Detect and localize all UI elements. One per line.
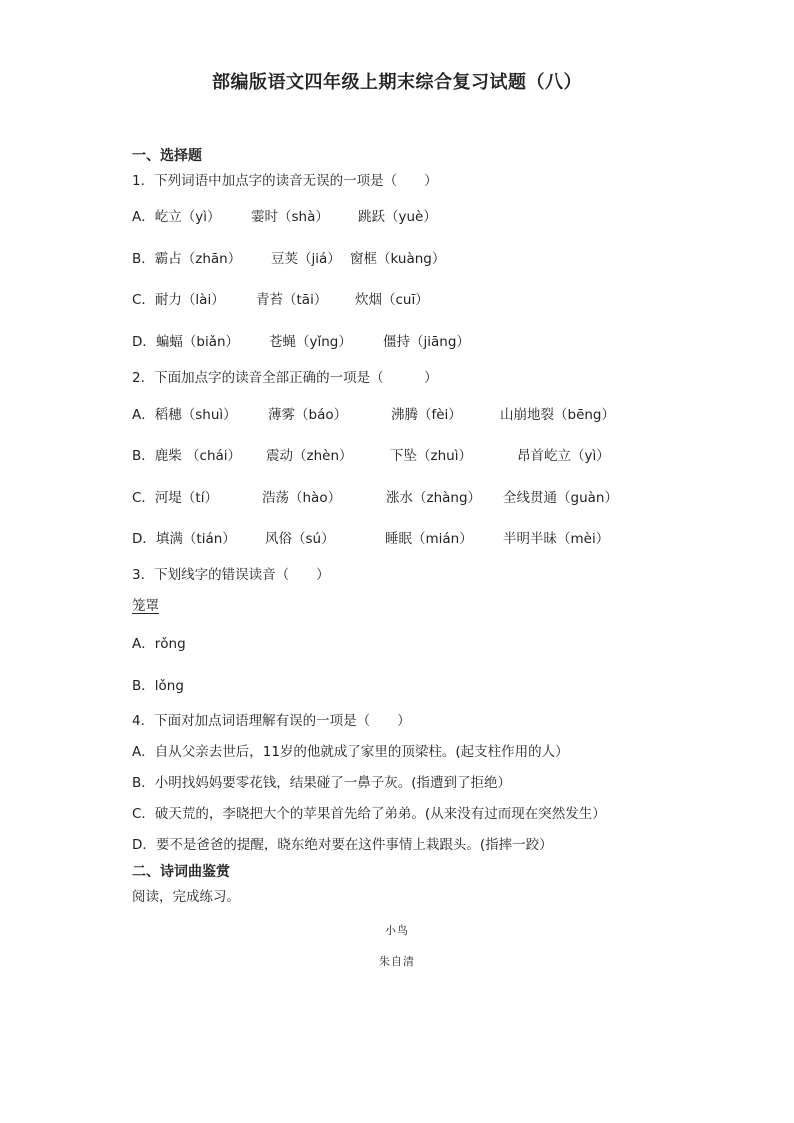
q2-option-d-2: 风俗（sú） [265,531,335,547]
q1-stem: 1．下列词语中加点字的读音无误的一项是（ ） [132,173,438,189]
q2-option-a-2: 薄雾（báo） [268,407,348,423]
q1-option-c-1: C．耐力（lài） [132,292,225,308]
poem-author: 朱自清 [379,955,415,968]
q4-stem: 4．下面对加点词语理解有误的一项是（ ） [132,713,411,729]
q2-option-d-4: 半明半昧（mèi） [503,531,610,547]
q3-option-b: B．lǒng [132,678,184,694]
q2-option-c-2: 浩荡（hào） [262,490,342,506]
q1-option-a-2: 霎时（shà） [251,209,329,225]
q1-option-c-2: 青苔（tāi） [256,292,328,308]
q4-option-c: C．破天荒的，李晓把大个的苹果首先给了弟弟。(从来没有过而现在突然发生） [132,806,606,822]
q2-option-c-3: 涨水（zhàng） [386,490,482,506]
q1-option-d-1: D．蝙蝠（biǎn） [132,334,240,350]
q2-option-b-1: B．鹿柴 （chái） [132,448,242,464]
q3-stem: 3．下划线字的错误读音（ ） [132,567,330,583]
section-heading-choice: 一、选择题 [132,148,202,164]
q2-option-b-3: 下坠（zhuì） [390,448,472,464]
q2-option-c-4: 全线贯通（guàn） [503,490,618,506]
q3-word: 笼罩 [132,598,159,614]
q2-option-a-1: A．稻穗（shuì） [132,407,237,423]
section-heading-poetry: 二、诗词曲鉴赏 [132,864,230,880]
page-title: 部编版语文四年级上期末综合复习试题（八） [212,72,582,93]
poem-title: 小鸟 [385,924,409,937]
q1-option-d-2: 苍蝇（yǐng） [269,334,352,350]
q2-option-a-4: 山崩地裂（bēng） [500,407,616,423]
q2-option-c-1: C．河堤（tí） [132,490,218,506]
q1-option-b-3: 窗框（kuàng） [350,251,446,267]
q2-stem: 2．下面加点字的读音全部正确的一项是（ ） [132,370,438,386]
q1-option-a-1: A．屹立（yì） [132,209,221,225]
q4-option-d: D．要不是爸爸的提醒，晓东绝对要在这件事情上栽跟头。(指摔一跤） [132,837,553,853]
reading-instruction: 阅读，完成练习。 [132,889,240,905]
q1-option-a-3: 跳跃（yuè） [358,209,437,225]
q3-option-a: A．rǒng [132,636,186,652]
q2-option-a-3: 沸腾（fèi） [391,407,462,423]
q4-option-b: B．小明找妈妈要零花钱，结果碰了一鼻子灰。(指遭到了拒绝） [132,775,512,791]
q2-option-b-4: 昂首屹立（yì） [517,448,610,464]
q1-option-b-2: 豆荚（jiá） [271,251,341,267]
q2-option-d-3: 睡眠（mián） [385,531,473,547]
q4-option-a: A．自从父亲去世后，11岁的他就成了家里的顶梁柱。(起支柱作用的人） [132,744,569,760]
q2-option-b-2: 震动（zhèn） [266,448,353,464]
q1-option-b-1: B．霸占（zhān） [132,251,242,267]
q2-option-d-1: D．填满（tián） [132,531,236,547]
q1-option-d-3: 僵持（jiāng） [383,334,470,350]
q1-option-c-3: 炊烟（cuī） [355,292,429,308]
